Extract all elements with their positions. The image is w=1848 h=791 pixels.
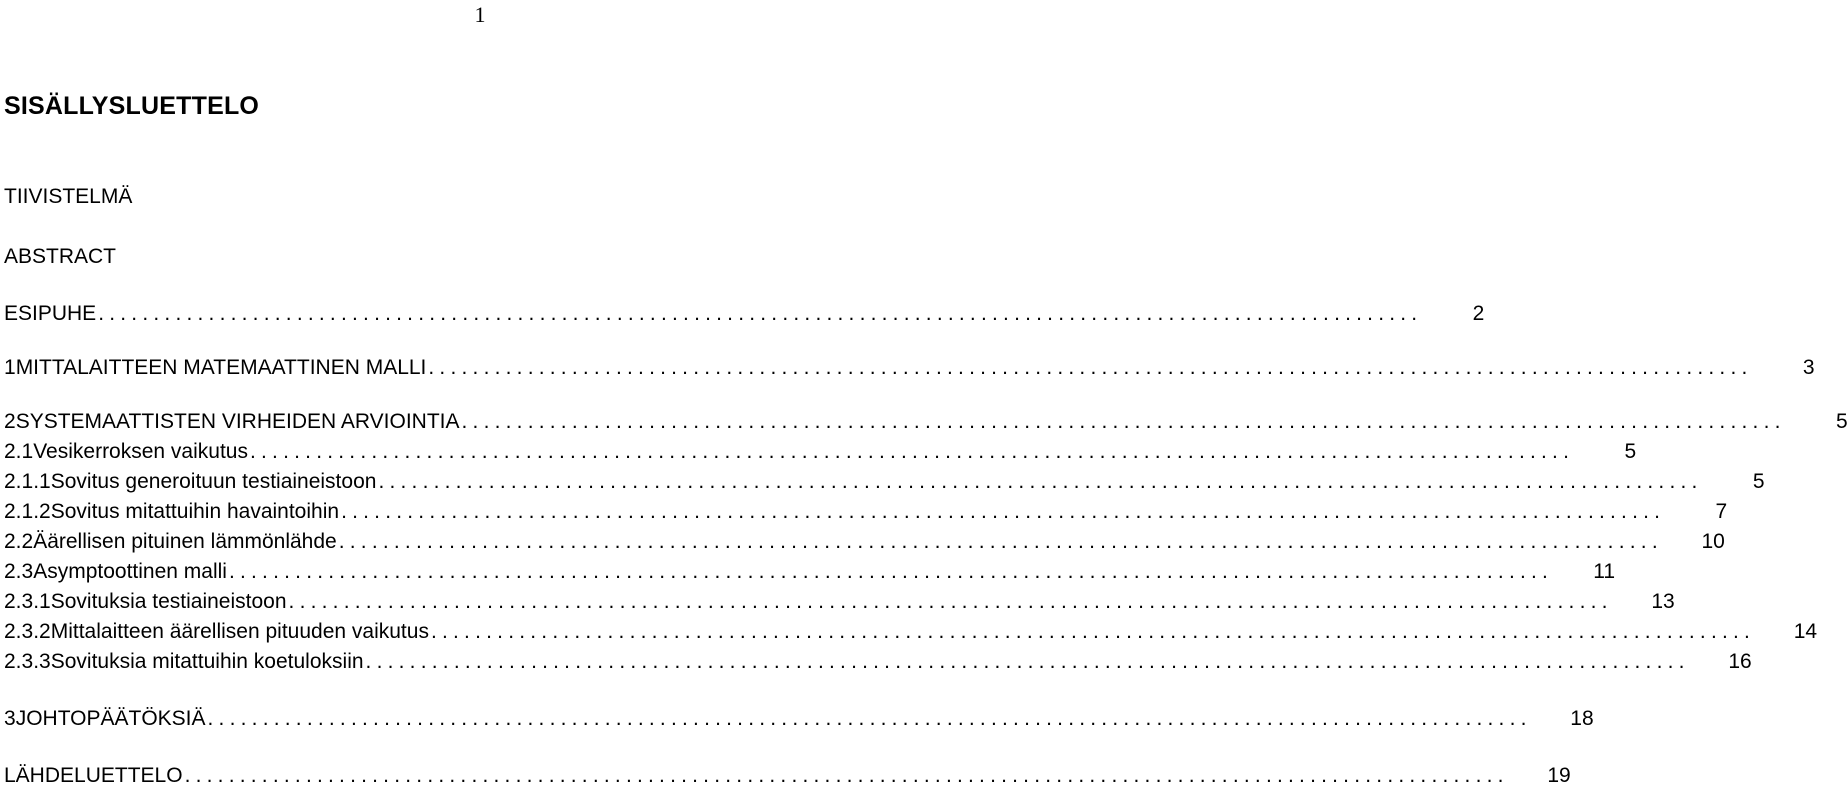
- toc-entry-subsection-2-3-1[interactable]: [4, 589, 1675, 615]
- toc-entry-title: ABSTRACT: [4, 245, 117, 268]
- toc-entry-number: 2.1.2: [4, 500, 51, 523]
- toc-entry-title: ESIPUHE: [4, 302, 97, 325]
- toc-entry-subsection-2-1-1[interactable]: [4, 469, 1765, 495]
- toc-entry-number: 2.3: [4, 560, 34, 583]
- toc-entry-chapter-2[interactable]: [4, 409, 1848, 435]
- toc-entry-page: 19: [1547, 764, 1571, 787]
- toc-entry-page: 16: [1728, 650, 1752, 673]
- toc-entry-page: 7: [1715, 500, 1728, 523]
- toc-title: SISÄLLYSLUETTELO: [4, 92, 260, 120]
- toc-entry-chapter-1[interactable]: [4, 355, 1815, 381]
- toc-entry-number: 2.3.3: [4, 650, 51, 673]
- toc-leader-dots: ........................................................................................................................: [378, 470, 1703, 493]
- toc-entry-number: 2.2: [4, 530, 34, 553]
- toc-entry-number: 2.3.1: [4, 590, 51, 613]
- toc-entry-title: Äärellisen pituinen lämmönlähde: [33, 530, 337, 553]
- toc-entry-number: 2.1.1: [4, 470, 51, 493]
- toc-entry-title: Vesikerroksen vaikutus: [33, 440, 248, 463]
- toc-leader-dots: ........................................................................................................................: [365, 650, 1690, 673]
- toc-leader-dots: ........................................................................................................................: [98, 302, 1423, 325]
- toc-leader-dots: ........................................................................................................................: [428, 356, 1753, 379]
- toc-entry-title: Mittalaitteen äärellisen pituuden vaikutus: [50, 620, 429, 643]
- toc-entry-section-2-1[interactable]: [4, 439, 1637, 465]
- toc-entry-number: 3: [4, 707, 16, 730]
- toc-entry-title: SYSTEMAATTISTEN VIRHEIDEN ARVIOINTIA: [15, 410, 460, 433]
- toc-entry-page: 5: [1752, 470, 1765, 493]
- toc-leader-dots: ........................................................................................................................: [228, 560, 1554, 583]
- toc-entry-subsection-2-3-2[interactable]: [4, 619, 1818, 645]
- toc-entry-abstract[interactable]: [4, 244, 959, 270]
- toc-leader-dots: ........................................................................................................................: [461, 410, 1786, 433]
- toc-entry-title: Sovitus generoituun testiaineistoon: [50, 470, 377, 493]
- toc-entry-title: MITTALAITTEEN MATEMAATTINEN MALLI: [15, 356, 427, 379]
- toc-entry-chapter-3[interactable]: [4, 706, 1594, 732]
- toc-entry-section-2-3[interactable]: [4, 559, 1616, 585]
- toc-entry-page: 18: [1570, 707, 1594, 730]
- toc-entry-number: 1: [4, 356, 16, 379]
- page-number: 1: [474, 2, 486, 27]
- toc-leader-dots: ........................................................................................................................: [184, 764, 1509, 787]
- toc-entry-page: 3: [1802, 356, 1815, 379]
- toc-entry-title: TIIVISTELMÄ: [4, 185, 133, 208]
- toc-leader-dots: ........................................................................................................................: [430, 620, 1756, 643]
- toc-leader-dots: ........................................................................................................................: [288, 590, 1613, 613]
- toc-entry-section-2-2[interactable]: [4, 529, 1725, 555]
- toc-entry-page: 13: [1651, 590, 1675, 613]
- toc-entry-esipuhe[interactable]: [4, 301, 1485, 327]
- toc-entry-title: LÄHDELUETTELO: [4, 764, 183, 787]
- toc-entry-page: 10: [1701, 530, 1725, 553]
- toc-leader-dots: ........................................................................................................................: [341, 500, 1666, 523]
- toc-entry-title: Sovitus mitattuihin havaintoihin: [50, 500, 340, 523]
- toc-entry-title: Asymptoottinen malli: [33, 560, 227, 583]
- toc-entry-title: JOHTOPÄÄTÖKSIÄ: [15, 707, 206, 730]
- toc-entry-page: 2: [1472, 302, 1485, 325]
- toc-entry-lahdeluettelo[interactable]: [4, 763, 1571, 789]
- toc-entry-page: 5: [1624, 440, 1637, 463]
- toc-entry-tiivistelma[interactable]: [4, 184, 959, 210]
- toc-entry-number: 2.1: [4, 440, 34, 463]
- toc-entry-page: 5: [1835, 410, 1848, 433]
- toc-leader-dots: ........................................................................................................................: [338, 530, 1663, 553]
- toc-leader-dots: ........................................................................................................................: [249, 440, 1575, 463]
- toc-entry-title: Sovituksia testiaineistoon: [50, 590, 287, 613]
- toc-entry-title: Sovituksia mitattuihin koetuloksiin: [50, 650, 364, 673]
- toc-entry-number: 2.3.2: [4, 620, 51, 643]
- toc-entry-page: 11: [1593, 560, 1616, 583]
- toc-entry-page: 14: [1793, 620, 1818, 643]
- toc-leader-dots: ........................................................................................................................: [207, 707, 1532, 730]
- toc-entry-subsection-2-3-3[interactable]: [4, 649, 1752, 675]
- toc-entry-subsection-2-1-2[interactable]: [4, 499, 1728, 525]
- toc-entry-number: 2: [4, 410, 16, 433]
